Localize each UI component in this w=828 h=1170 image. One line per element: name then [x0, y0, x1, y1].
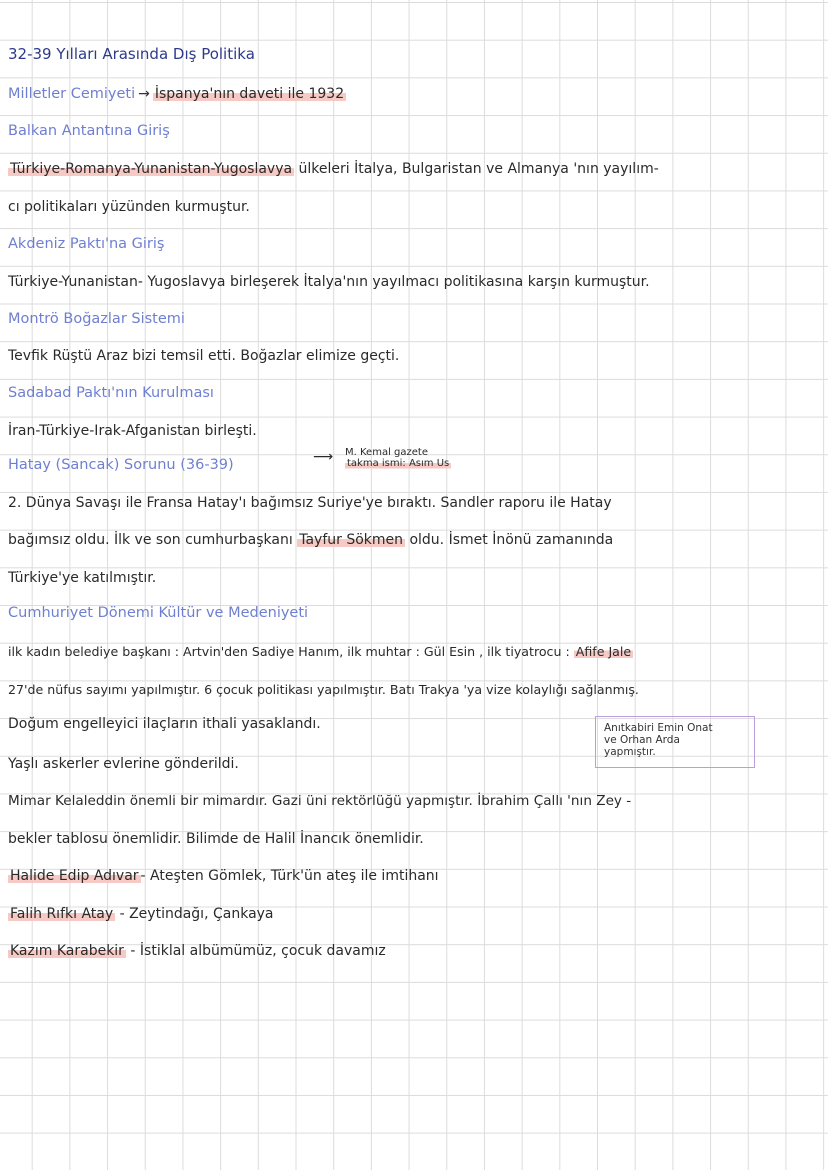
page-title: 32-39 Yılları Arasında Dış Politika: [8, 45, 255, 63]
sadabad-heading: Sadabad Paktı'nın Kurulması: [8, 385, 214, 401]
anitkabir-note-line1: Anıtkabiri Emin Onat: [604, 722, 713, 734]
kultur-afife: Afife Jale: [575, 644, 632, 659]
kazim-name: Kazım Karabekir: [10, 943, 124, 959]
hatay-p2-end: oldu. İsmet İnönü zamanında: [405, 532, 614, 548]
milletler-heading: Milletler Cemiyeti: [8, 86, 136, 102]
anitkabir-note-line2: ve Orhan Arda: [604, 734, 680, 746]
balkan-text: [8, 159, 659, 179]
balkan-text-rest: ülkeleri İtalya, Bulgaristan ve Almanya 'nın yayılım-: [294, 161, 659, 177]
hatay-note-line2: takma ismi: Asım Us: [347, 458, 450, 469]
balkan-heading: Balkan Antantına Giriş: [8, 123, 170, 139]
kultur-l2: 27'de nüfus sayımı yapılmıştır. 6 çocuk politikası yapılmıştır. Batı Trakya 'ya vize kolaylığı sağlanmış.: [8, 682, 639, 697]
balkan-countries: Türkiye-Romanya-Yunanistan-Yugoslavya: [10, 161, 293, 177]
anitkabir-note-line3: yapmıştır.: [604, 746, 656, 758]
halide-line: [8, 866, 439, 886]
kazim-works: - İstiklal albümümüz, çocuk davamız: [125, 943, 386, 959]
hatay-p2: [8, 530, 613, 550]
kultur-l3: Doğum engelleyici ilaçların ithali yasaklandı.: [8, 716, 321, 732]
kultur-l6: bekler tablosu önemlidir. Bilimde de Halil İnancık önemlidir.: [8, 831, 424, 847]
hatay-president: Tayfur Sökmen: [299, 532, 404, 548]
sadabad-text: İran-Türkiye-Irak-Afganistan birleşti.: [8, 423, 257, 439]
arrow-right-icon: ⟶: [313, 449, 334, 465]
montro-heading: Montrö Boğazlar Sistemi: [8, 311, 185, 327]
akdeniz-text: Türkiye-Yunanistan- Yugoslavya birleşerek İtalya'nın yayılmacı politikasına karşın kurmuştur.: [8, 274, 650, 290]
kultur-l1-text: ilk kadın belediye başkanı : Artvin'den Sadiye Hanım, ilk muhtar : Gül Esin , ilk tiyatrocu :: [8, 644, 574, 659]
balkan-text2: cı politikaları yüzünden kurmuştur.: [8, 199, 250, 215]
hatay-heading: Hatay (Sancak) Sorunu (36-39): [8, 457, 234, 473]
hatay-p2-start: bağımsız oldu. İlk ve son cumhurbaşkanı: [8, 532, 298, 548]
milletler-line: [8, 84, 346, 104]
kultur-heading: Cumhuriyet Dönemi Kültür ve Medeniyeti: [8, 605, 309, 621]
akdeniz-heading: Akdeniz Paktı'na Giriş: [8, 236, 165, 252]
anitkabir-note: [595, 716, 755, 768]
milletler-text: İspanya'nın daveti ile 1932: [154, 86, 345, 102]
arrow-right-icon: →: [138, 86, 150, 102]
hatay-p3: Türkiye'ye katılmıştır.: [8, 570, 157, 586]
hatay-note-line1: M. Kemal gazete: [345, 447, 428, 458]
hatay-side-note: [345, 447, 451, 469]
kazim-line: [8, 941, 386, 961]
halide-works: - Ateşten Gömlek, Türk'ün ateş ile imtihanı: [140, 868, 439, 884]
halide-name: Halide Edip Adıvar: [10, 868, 139, 884]
montro-text: Tevfik Rüştü Araz bizi temsil etti. Boğazlar elimize geçti.: [8, 348, 400, 364]
falih-name: Falih Rıfkı Atay: [10, 906, 114, 922]
hatay-p1: 2. Dünya Savaşı ile Fransa Hatay'ı bağımsız Suriye'ye bıraktı. Sandler raporu ile Hatay: [8, 495, 612, 511]
falih-line: [8, 904, 274, 924]
falih-works: - Zeytindağı, Çankaya: [115, 906, 274, 922]
kultur-l1: [8, 642, 633, 662]
kultur-l5: Mimar Kelaleddin önemli bir mimardır. Gazi üni rektörlüğü yapmıştır. İbrahim Çallı 'nın Zey -: [8, 793, 632, 809]
kultur-l4: Yaşlı askerler evlerine gönderildi.: [8, 756, 239, 772]
